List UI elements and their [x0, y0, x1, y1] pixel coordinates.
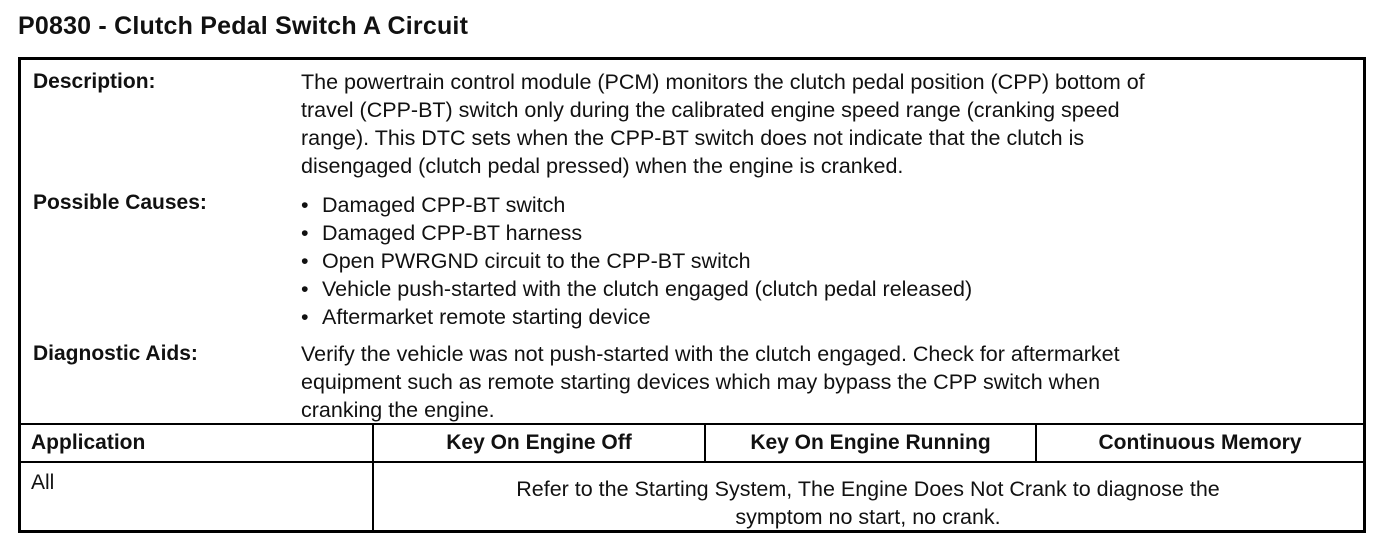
list-item [301, 219, 972, 247]
page-title: P0830 - Clutch Pedal Switch A Circuit [18, 12, 469, 40]
application-header: Application [31, 431, 146, 454]
diagnostic-aids-line: Verify the vehicle was not push-started with the clutch engaged. Check for aftermarket [301, 342, 1120, 366]
cause-text: Damaged CPP-BT harness [322, 221, 583, 245]
test-instruction-cell [375, 475, 1361, 531]
description-line: disengaged (clutch pedal pressed) when the engine is cranked. [301, 154, 904, 178]
bullet-icon: • [301, 305, 309, 329]
possible-causes-list [301, 191, 972, 331]
description-label: Description: [33, 70, 156, 93]
table-header-rule [21, 461, 1363, 463]
list-item [301, 191, 972, 219]
koer-header: Key On Engine Running [750, 431, 991, 454]
instruction-line: symptom no start, no crank. [735, 505, 1001, 529]
list-item [301, 303, 972, 331]
koeo-header: Key On Engine Off [446, 431, 632, 454]
cause-text: Open PWRGND circuit to the CPP-BT switch [322, 249, 751, 273]
description-line: The powertrain control module (PCM) monitors the clutch pedal position (CPP) bottom of [301, 70, 1145, 94]
bullet-icon: • [301, 249, 309, 273]
list-item [301, 275, 972, 303]
diagnostic-aids-line: cranking the engine. [301, 398, 495, 422]
bullet-icon: • [301, 277, 309, 301]
dtc-info-box [18, 57, 1366, 533]
list-item [301, 247, 972, 275]
cause-text: Aftermarket remote starting device [322, 305, 651, 329]
description-line: range). This DTC sets when the CPP-BT switch does not indicate that the clutch is [301, 126, 1085, 150]
description-line: travel (CPP-BT) switch only during the calibrated engine speed range (cranking speed [301, 98, 1120, 122]
application-value: All [31, 471, 55, 494]
diagnostic-aids-text [301, 340, 1120, 424]
instruction-line: Refer to the Starting System, The Engine Does Not Crank to diagnose the [516, 477, 1220, 501]
description-text [301, 68, 1145, 180]
bullet-icon: • [301, 193, 309, 217]
possible-causes-label: Possible Causes: [33, 191, 207, 214]
cause-text: Damaged CPP-BT switch [322, 193, 566, 217]
diagnostic-aids-line: equipment such as remote starting devices which may bypass the CPP switch when [301, 370, 1101, 394]
diagnostic-aids-label: Diagnostic Aids: [33, 342, 198, 365]
continuous-memory-header: Continuous Memory [1098, 431, 1302, 454]
bullet-icon: • [301, 221, 309, 245]
cause-text: Vehicle push-started with the clutch engaged (clutch pedal released) [322, 277, 973, 301]
table-top-rule [21, 423, 1363, 425]
